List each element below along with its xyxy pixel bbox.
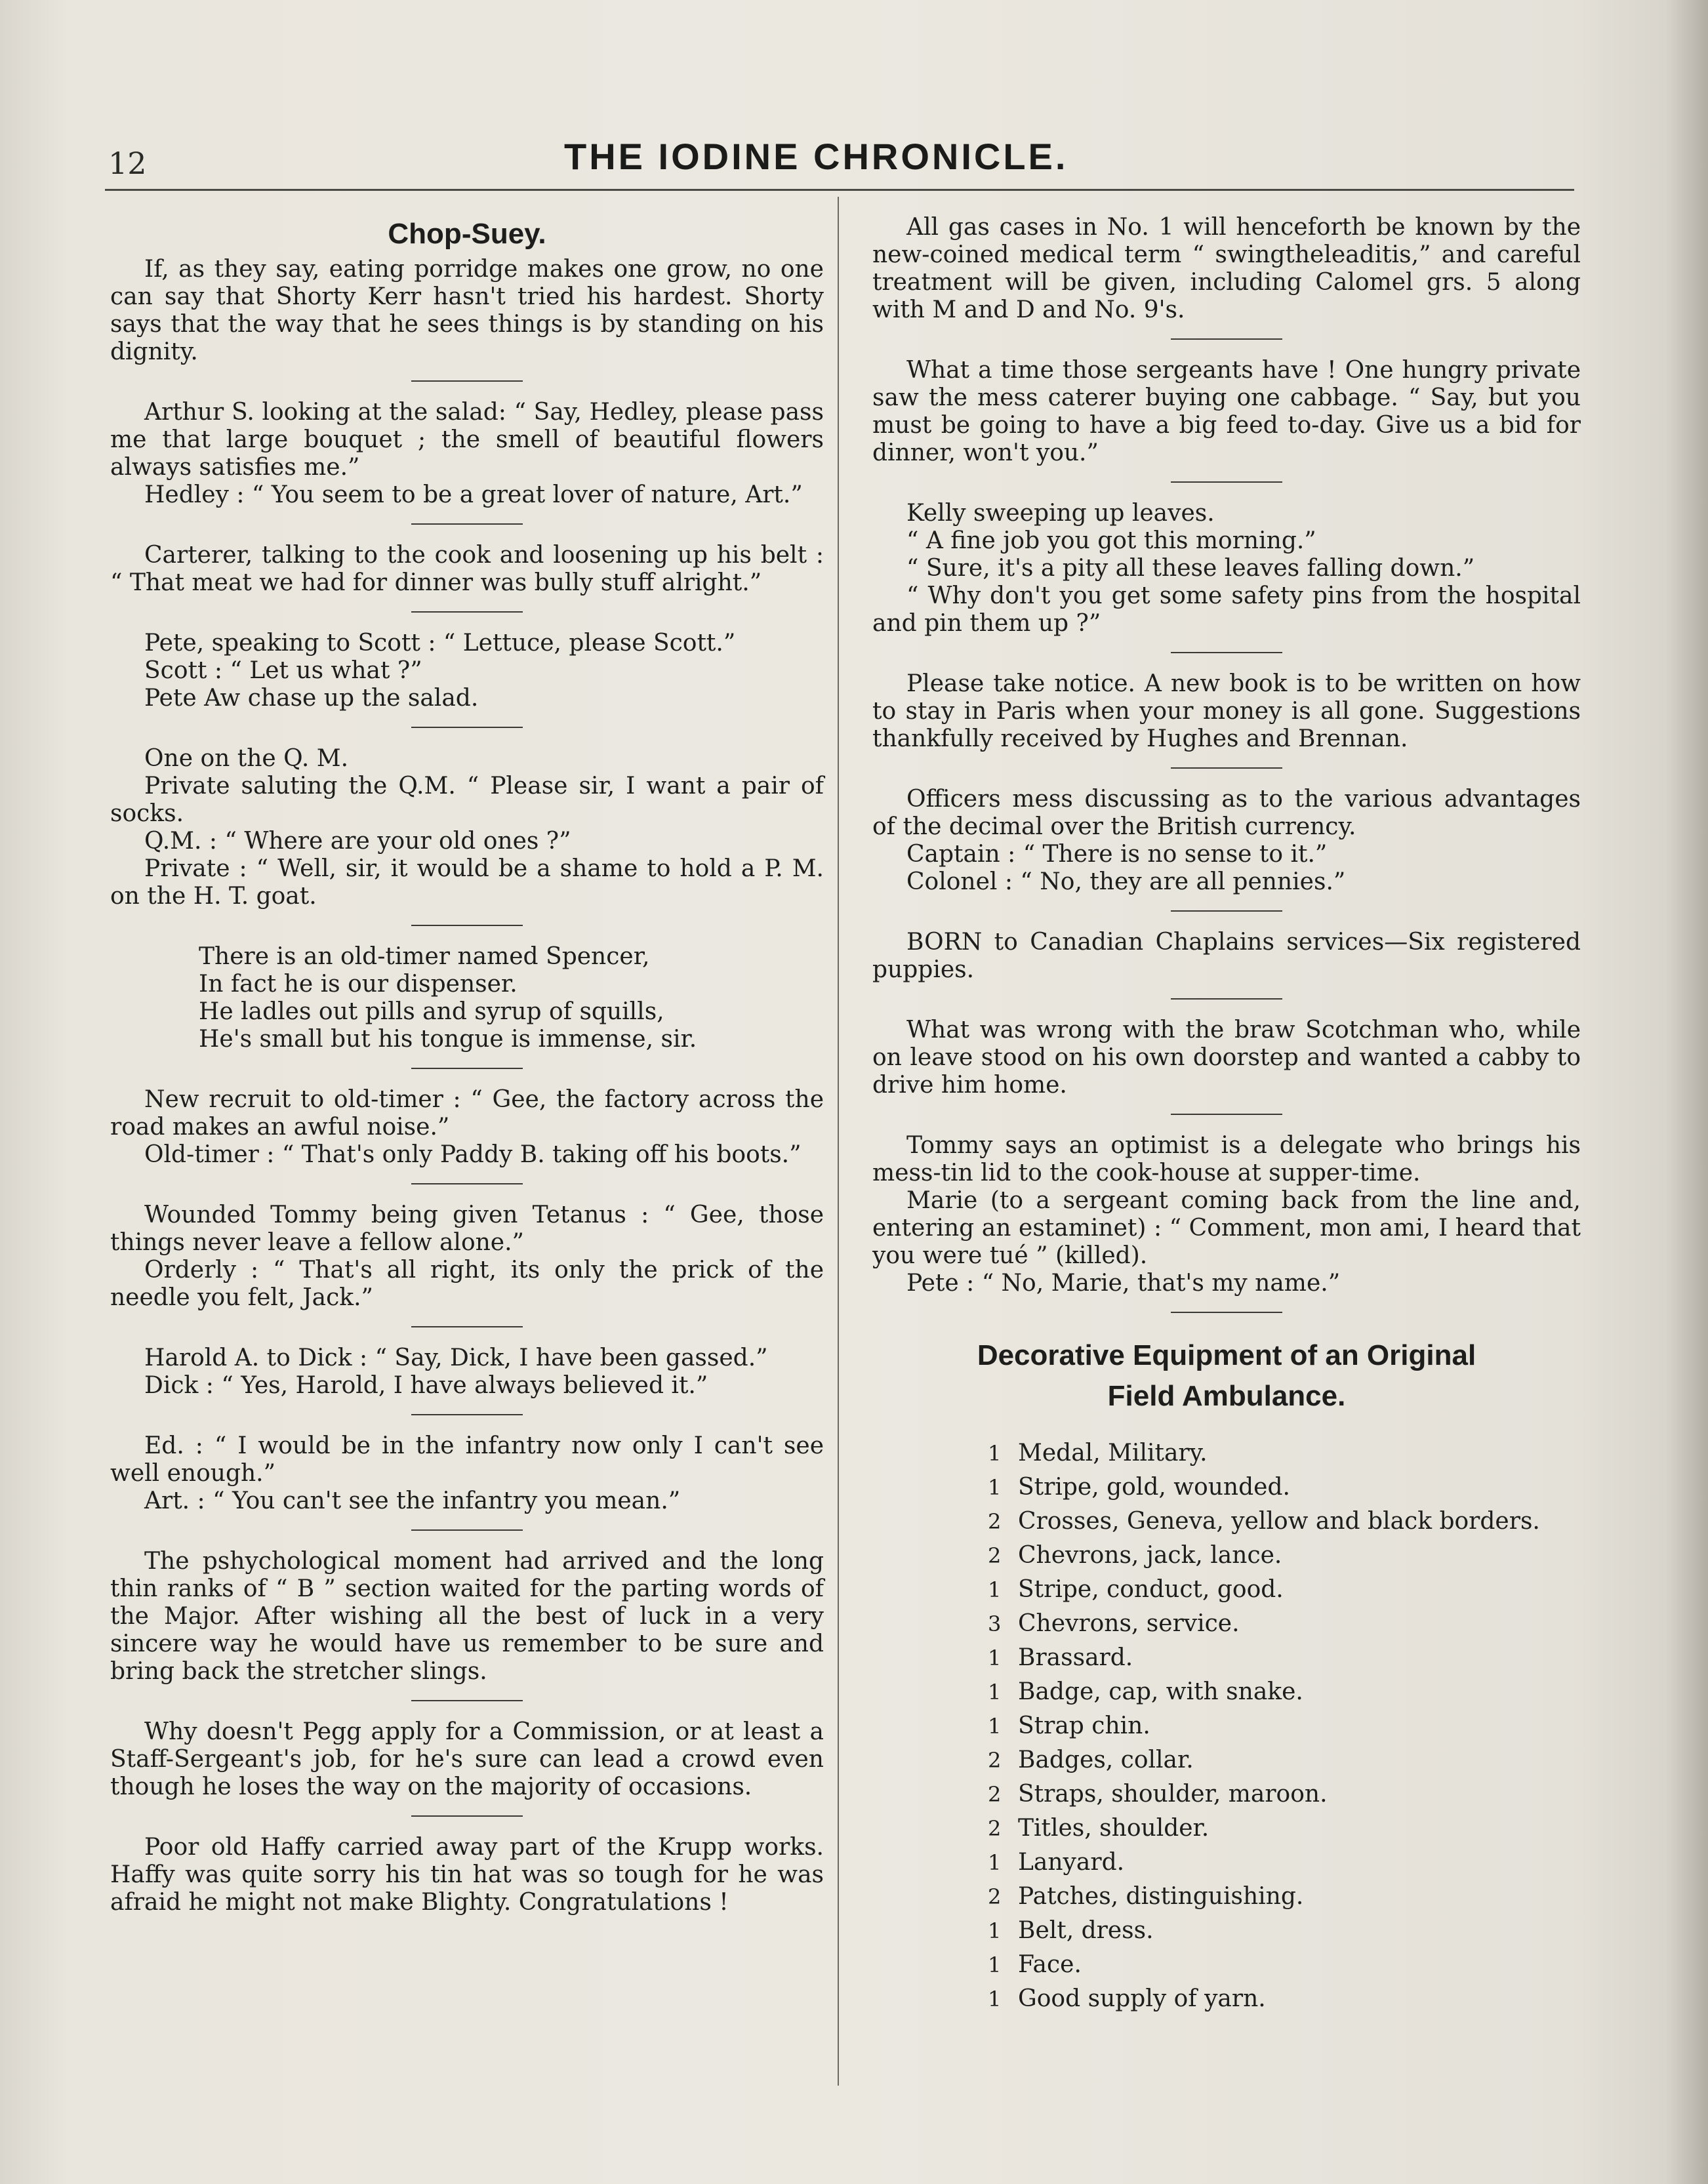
equipment-item [988,1436,1581,1470]
equipment-item [988,1505,1581,1539]
item-line: Old-timer : “ That's only Paddy B. taking off his boots.” [144,1141,802,1168]
section-rule [411,1414,523,1415]
left-items-after-verse [110,1086,824,1916]
verse-line: There is an old-timer named Spencer, [199,943,650,970]
chop-suey-title: Chop-Suey. [388,218,546,250]
verse-line: He ladles out pills and syrup of squills, [199,998,664,1025]
equipment-label: Titles, shoulder. [1018,1815,1210,1842]
equipment-quantity: 1 [988,1475,1002,1500]
equipment-label: Good supply of yarn. [1018,1985,1266,2012]
section-rule [1171,910,1282,912]
item-line: Dick : “ Yes, Harold, I have always believed it.” [144,1372,708,1399]
item-line: “ Sure, it's a pity all these leaves falling down.” [906,555,1475,582]
masthead-title: THE IODINE CHRONICLE. [564,136,1068,177]
equipment-label: Belt, dress. [1018,1917,1154,1944]
section-rule [1171,652,1282,653]
equipment-item [988,1811,1581,1846]
item-line: The pshychological moment had arrived and the long thin ranks of “ B ” section waited for the parting words of the Major. After wishing all the best of luck in a very sincere way he would have us remember to be sure and bring back the stretcher slings. [110,1548,824,1685]
equipment-label: Medal, Military. [1018,1440,1208,1466]
section-rule [411,1529,523,1531]
news-item [110,1086,824,1169]
section-rule [411,1183,523,1184]
left-items [110,256,824,926]
section-rule [411,380,523,382]
item-line: If, as they say, eating porridge makes one grow, no one can say that Shorty Kerr hasn't tried his hardest. Shorty says that the way that he sees things is by standing on his dignity. [110,256,824,365]
news-item [872,786,1581,896]
equipment-item [988,1948,1581,1982]
equipment-item [988,1607,1581,1641]
section-rule [1171,1114,1282,1115]
right-items [872,214,1581,1313]
section-rule [1171,1312,1282,1313]
item-line: Private : “ Well, sir, it would be a shame to hold a P. M. on the H. T. goat. [110,855,824,910]
equipment-item [988,1777,1581,1811]
item-line: One on the Q. M. [144,745,349,772]
news-item [110,399,824,509]
section-rule [411,925,523,926]
equipment-quantity: 1 [988,1918,1002,1943]
verse-line: He's small but his tongue is immense, sir. [199,1026,697,1053]
item-line: BORN to Canadian Chaplains services—Six registered puppies. [872,929,1581,983]
item-line: Ed. : “ I would be in the infantry now only I can't see well enough.” [110,1432,824,1487]
equipment-quantity: 2 [988,1782,1002,1807]
equipment-quantity: 1 [988,1987,1002,2012]
equipment-label: Face. [1018,1951,1082,1978]
item-line: Tommy says an optimist is a delegate who brings his mess-tin lid to the cook-house at supper-time. [872,1132,1581,1186]
equipment-title-line-2: Field Ambulance. [1107,1380,1346,1412]
item-line: “ Why don't you get some safety pins from the hospital and pin them up ?” [872,582,1581,637]
news-item [110,1718,824,1801]
column-divider [838,197,839,2086]
equipment-quantity: 1 [988,1714,1002,1739]
item-line: Wounded Tommy being given Tetanus : “ Gee, those things never leave a fellow alone.” [110,1202,824,1256]
equipment-item [988,1573,1581,1607]
equipment-item [988,1709,1581,1743]
page-number: 12 [108,146,147,181]
equipment-item [988,1539,1581,1573]
equipment-item [988,1880,1581,1914]
item-line: What a time those sergeants have ! One hungry private saw the mess caterer buying one cabbage. “ Say, but you must be going to have a big feed to-day. Give us a bid for dinner, won't you.” [872,357,1581,466]
equipment-quantity: 2 [988,1816,1002,1841]
section-rule [411,727,523,728]
equipment-quantity: 1 [988,1577,1002,1602]
news-item [872,500,1581,637]
equipment-label: Strap chin. [1018,1712,1150,1739]
item-line: Captain : “ There is no sense to it.” [906,841,1328,868]
item-line: Private saluting the Q.M. “ Please sir, I want a pair of socks. [110,773,824,827]
equipment-label: Straps, shoulder, maroon. [1018,1781,1328,1808]
item-line: Carterer, talking to the cook and loosening up his belt : “ That meat we had for dinner was bully stuff alright.” [110,542,824,596]
item-line: Colonel : “ No, they are all pennies.” [906,868,1346,895]
equipment-item [988,1743,1581,1777]
equipment-label: Patches, distinguishing. [1018,1883,1304,1910]
equipment-list [988,1436,1581,2016]
news-item [872,357,1581,467]
news-item [872,670,1581,753]
equipment-item [988,1982,1581,2016]
equipment-quantity: 1 [988,1850,1002,1875]
item-line: “ A fine job you got this morning.” [906,527,1316,554]
limerick-verse [199,943,824,1053]
equipment-quantity: 2 [988,1509,1002,1534]
section-rule [411,1326,523,1327]
item-line: Why doesn't Pegg apply for a Commission, or at least a Staff-Sergeant's job, for he's sure can lead a crowd even though he loses the way on the majority of occasions. [110,1718,824,1800]
equipment-item [988,1846,1581,1880]
news-item [110,1834,824,1916]
news-item [110,1432,824,1515]
item-line: Scott : “ Let us what ?” [144,657,422,684]
equipment-quantity: 1 [988,1680,1002,1705]
news-item [110,630,824,712]
section-rule [411,523,523,525]
news-item [872,929,1581,984]
equipment-label: Badges, collar. [1018,1747,1194,1773]
section-rule [1171,767,1282,769]
equipment-quantity: 3 [988,1611,1002,1636]
equipment-quantity: 1 [988,1952,1002,1977]
equipment-item [988,1914,1581,1948]
item-line: Pete Aw chase up the salad. [144,685,479,712]
equipment-title-line-1: Decorative Equipment of an Original [977,1339,1476,1371]
section-rule [411,1815,523,1817]
item-line: Q.M. : “ Where are your old ones ?” [144,828,571,855]
news-item [110,1202,824,1312]
item-line: Please take notice. A new book is to be written on how to stay in Paris when your money is all gone. Suggestions thankfully received by Hughes and Brennan. [872,670,1581,752]
section-rule [411,1700,523,1701]
item-line: Harold A. to Dick : “ Say, Dick, I have been gassed.” [144,1345,768,1371]
equipment-label: Chevrons, jack, lance. [1018,1542,1282,1569]
item-line: All gas cases in No. 1 will henceforth be known by the new-coined medical term “ swingtheleaditis,” and careful treatment will be given, including Calomel grs. 5 along with M and D and No. 9's. [872,214,1581,323]
equipment-label: Brassard. [1018,1644,1133,1671]
item-line: Pete : “ No, Marie, that's my name.” [906,1270,1341,1297]
equipment-label: Chevrons, service. [1018,1610,1240,1637]
section-rule [1171,338,1282,340]
page-edge-shadow [1666,0,1708,2184]
equipment-label: Crosses, Geneva, yellow and black borders. [1018,1508,1540,1535]
equipment-label: Stripe, gold, wounded. [1018,1474,1290,1501]
verse-line: In fact he is our dispenser. [199,971,518,998]
item-line: New recruit to old-timer : “ Gee, the factory across the road makes an awful noise.” [110,1086,824,1141]
section-rule [1171,481,1282,483]
item-line: Pete, speaking to Scott : “ Lettuce, please Scott.” [144,630,736,657]
equipment-label: Badge, cap, with snake. [1018,1678,1303,1705]
item-line: Marie (to a sergeant coming back from the line and, entering an estaminet) : “ Comment, mon ami, I heard that you were tué ” (killed). [872,1187,1581,1269]
news-item [872,214,1581,324]
equipment-quantity: 2 [988,1884,1002,1909]
news-item [110,542,824,597]
news-item [110,256,824,366]
equipment-quantity: 2 [988,1543,1002,1568]
item-line: Orderly : “ That's all right, its only the prick of the needle you felt, Jack.” [110,1257,824,1311]
equipment-quantity: 1 [988,1441,1002,1466]
item-line: Arthur S. looking at the salad: “ Say, Hedley, please pass me that large bouquet ; the smell of beautiful flowers always satisfies me.” [110,399,824,481]
news-item [110,1345,824,1400]
section-rule [1171,998,1282,1000]
news-item [872,1017,1581,1099]
news-item [110,745,824,910]
equipment-item [988,1641,1581,1675]
equipment-label: Lanyard. [1018,1849,1125,1876]
equipment-section-title [872,1335,1581,1417]
news-item [872,1132,1581,1297]
equipment-quantity: 1 [988,1646,1002,1670]
equipment-item [988,1675,1581,1709]
left-column [110,197,824,1916]
equipment-label: Stripe, conduct, good. [1018,1576,1284,1603]
item-line: Art. : “ You can't see the infantry you mean.” [144,1487,681,1514]
section-rule [411,611,523,613]
spacer [872,197,1581,214]
item-line: Kelly sweeping up leaves. [906,500,1215,527]
item-line: Poor old Haffy carried away part of the Krupp works. Haffy was quite sorry his tin hat was so tough for he was afraid he might not make Blighty. Congratulations ! [110,1834,824,1916]
item-line: What was wrong with the braw Scotchman who, while on leave stood on his own doorstep and wanted a cabby to drive him home. [872,1017,1581,1099]
section-rule [411,1068,523,1069]
news-item [110,1548,824,1686]
equipment-quantity: 2 [988,1748,1002,1773]
right-column [872,197,1581,2016]
item-line: Officers mess discussing as to the various advantages of the decimal over the British currency. [872,786,1581,840]
header-rule [105,189,1574,191]
equipment-item [988,1470,1581,1505]
item-line: Hedley : “ You seem to be a great lover of nature, Art.” [144,481,803,508]
